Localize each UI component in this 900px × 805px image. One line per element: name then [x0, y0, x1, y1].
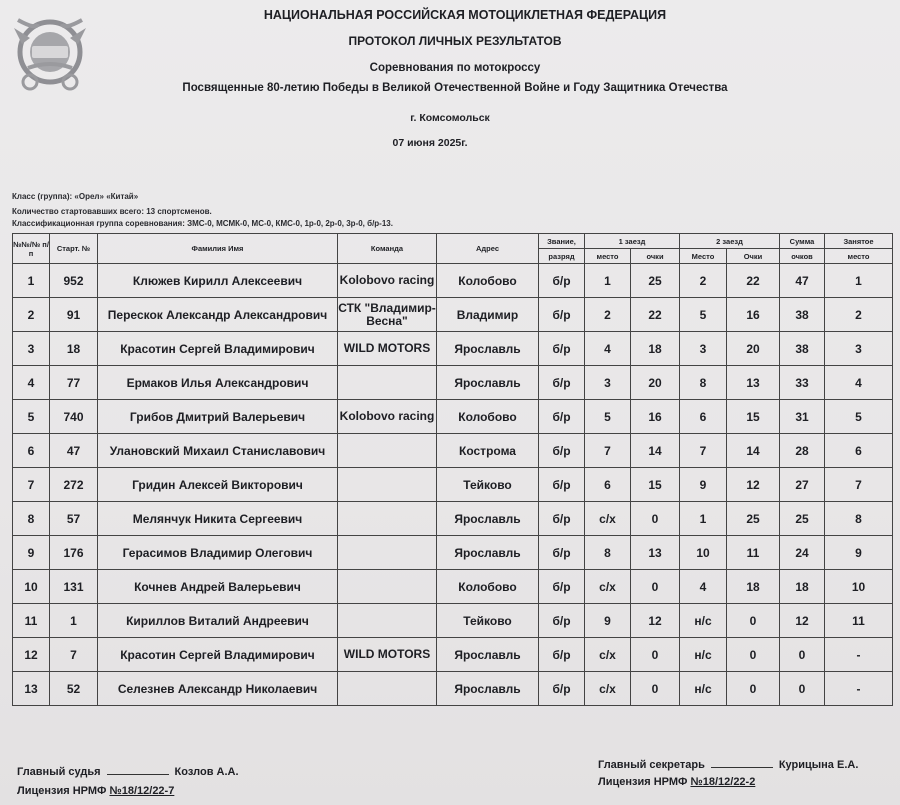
heat2-place: 3 — [680, 332, 727, 366]
start-number: 1 — [50, 604, 98, 638]
table-row — [13, 502, 893, 536]
heat2-place: 5 — [680, 298, 727, 332]
final-place: 6 — [825, 434, 893, 468]
final-place: - — [825, 672, 893, 706]
heat1-points: 13 — [631, 536, 680, 570]
table-row — [13, 570, 893, 604]
address: Колобово — [437, 400, 539, 434]
heat2-points: 0 — [727, 604, 780, 638]
rider-name: Клюжев Кирилл Алексеевич — [98, 264, 338, 298]
address: Ярославль — [437, 536, 539, 570]
table-row — [13, 672, 893, 706]
total-points: 12 — [780, 604, 825, 638]
team-name: WILD MOTORS — [338, 638, 437, 672]
heat2-points: 0 — [727, 638, 780, 672]
rank: б/р — [539, 570, 585, 604]
chief-judge-license — [17, 785, 174, 797]
final-place: 2 — [825, 298, 893, 332]
heat2-points: 18 — [727, 570, 780, 604]
col-address: Адрес — [437, 234, 539, 264]
col-points2: Очки — [727, 249, 780, 264]
col-rank-bottom: разряд — [539, 249, 585, 264]
heat2-place: 10 — [680, 536, 727, 570]
final-place: 3 — [825, 332, 893, 366]
total-points: 31 — [780, 400, 825, 434]
team-name: WILD MOTORS — [338, 332, 437, 366]
total-points: 47 — [780, 264, 825, 298]
start-number: 176 — [50, 536, 98, 570]
total-points: 18 — [780, 570, 825, 604]
total-points: 38 — [780, 332, 825, 366]
date: 07 июня 2025г. — [392, 137, 468, 149]
table-row — [13, 434, 893, 468]
rider-name: Герасимов Владимир Олегович — [98, 536, 338, 570]
heat2-points: 25 — [727, 502, 780, 536]
rider-name: Селезнев Александр Николаевич — [98, 672, 338, 706]
start-number: 91 — [50, 298, 98, 332]
heat1-place: 3 — [585, 366, 631, 400]
rank: б/р — [539, 638, 585, 672]
col-no: №№/№ п/п — [13, 234, 50, 264]
rank: б/р — [539, 536, 585, 570]
table-row — [13, 604, 893, 638]
row-number: 7 — [13, 468, 50, 502]
col-place1: место — [585, 249, 631, 264]
col-points1: очки — [631, 249, 680, 264]
row-number: 5 — [13, 400, 50, 434]
address: Тейково — [437, 604, 539, 638]
total-points: 38 — [780, 298, 825, 332]
heat2-points: 13 — [727, 366, 780, 400]
heat1-points: 15 — [631, 468, 680, 502]
heat2-points: 20 — [727, 332, 780, 366]
col-rank-top: Звание, — [539, 234, 585, 249]
judge-license-number: №18/12/22-7 — [109, 785, 175, 797]
row-number: 12 — [13, 638, 50, 672]
heat1-place: 6 — [585, 468, 631, 502]
rank: б/р — [539, 366, 585, 400]
protocol-title: ПРОТОКОЛ ЛИЧНЫХ РЕЗУЛЬТАТОВ — [348, 34, 562, 48]
chief-judge — [17, 766, 239, 778]
rank: б/р — [539, 604, 585, 638]
team-name — [338, 672, 437, 706]
heat2-points: 15 — [727, 400, 780, 434]
table-row — [13, 332, 893, 366]
federation-title: НАЦИОНАЛЬНАЯ РОССИЙСКАЯ МОТОЦИКЛЕТНАЯ ФЕДЕРАЦИЯ — [263, 8, 667, 22]
table-row — [13, 400, 893, 434]
heat1-place: 2 — [585, 298, 631, 332]
row-number: 4 — [13, 366, 50, 400]
team-name — [338, 434, 437, 468]
heat1-place: 9 — [585, 604, 631, 638]
row-number: 8 — [13, 502, 50, 536]
rank: б/р — [539, 264, 585, 298]
heat2-points: 12 — [727, 468, 780, 502]
start-number: 272 — [50, 468, 98, 502]
address: Кострома — [437, 434, 539, 468]
team-name: Kolobovo racing — [338, 400, 437, 434]
team-name — [338, 604, 437, 638]
heat1-points: 20 — [631, 366, 680, 400]
row-number: 11 — [13, 604, 50, 638]
final-place: 1 — [825, 264, 893, 298]
heat1-place: с/х — [585, 638, 631, 672]
rank: б/р — [539, 434, 585, 468]
rank: б/р — [539, 332, 585, 366]
heat2-points: 11 — [727, 536, 780, 570]
heat2-place: 4 — [680, 570, 727, 604]
rider-name: Кочнев Андрей Валерьевич — [98, 570, 338, 604]
final-place: 9 — [825, 536, 893, 570]
heat1-place: 7 — [585, 434, 631, 468]
address: Владимир — [437, 298, 539, 332]
heat1-points: 22 — [631, 298, 680, 332]
chief-judge-label: Главный судья — [17, 766, 101, 778]
final-place: 7 — [825, 468, 893, 502]
heat2-points: 14 — [727, 434, 780, 468]
heat1-points: 0 — [631, 672, 680, 706]
heat2-place: н/с — [680, 672, 727, 706]
address: Ярославль — [437, 672, 539, 706]
row-number: 13 — [13, 672, 50, 706]
rider-name: Гридин Алексей Викторович — [98, 468, 338, 502]
heat2-place: 1 — [680, 502, 727, 536]
team-name: Kolobovo racing — [338, 264, 437, 298]
rider-name: Красотин Сергей Владимирович — [98, 638, 338, 672]
heat2-points: 22 — [727, 264, 780, 298]
team-name — [338, 468, 437, 502]
address: Ярославль — [437, 502, 539, 536]
start-number: 18 — [50, 332, 98, 366]
col-sum-bottom: очков — [780, 249, 825, 264]
heat2-place: 6 — [680, 400, 727, 434]
row-number: 1 — [13, 264, 50, 298]
total-points: 28 — [780, 434, 825, 468]
heat1-place: 1 — [585, 264, 631, 298]
rider-name: Красотин Сергей Владимирович — [98, 332, 338, 366]
start-number: 131 — [50, 570, 98, 604]
final-place: 4 — [825, 366, 893, 400]
total-points: 33 — [780, 366, 825, 400]
col-final-top: Занятое — [825, 234, 893, 249]
heat1-place: 5 — [585, 400, 631, 434]
competition-title: Соревнования по мотокроссу — [369, 62, 541, 74]
secretary-license-label: Лицензия НРМФ — [598, 776, 688, 788]
col-name: Фамилия Имя — [98, 234, 338, 264]
heat2-place: 8 — [680, 366, 727, 400]
table-row — [13, 264, 893, 298]
row-number: 2 — [13, 298, 50, 332]
col-place2: Место — [680, 249, 727, 264]
final-place: 8 — [825, 502, 893, 536]
chief-secretary-label: Главный секретарь — [598, 759, 705, 771]
city: г. Комсомольск — [410, 112, 490, 124]
heat2-place: н/с — [680, 638, 727, 672]
col-heat2: 2 заезд — [680, 234, 780, 249]
table-row — [13, 366, 893, 400]
team-name — [338, 570, 437, 604]
final-place: - — [825, 638, 893, 672]
total-points: 25 — [780, 502, 825, 536]
heat1-points: 14 — [631, 434, 680, 468]
table-row — [13, 468, 893, 502]
start-number: 57 — [50, 502, 98, 536]
starters-info: Количество стартовавших всего: 13 спортсменов. — [12, 207, 212, 216]
total-points: 24 — [780, 536, 825, 570]
col-sum-top: Сумма — [780, 234, 825, 249]
row-number: 6 — [13, 434, 50, 468]
dedication-title: Посвященные 80-летию Победы в Великой Отечественной Войне и Году Защитника Отечества — [182, 82, 728, 94]
start-number: 77 — [50, 366, 98, 400]
heat1-place: 8 — [585, 536, 631, 570]
team-name: СТК "Владимир-Весна" — [338, 298, 437, 332]
heat1-points: 0 — [631, 638, 680, 672]
heat2-points: 16 — [727, 298, 780, 332]
rank: б/р — [539, 468, 585, 502]
chief-secretary — [598, 759, 858, 771]
address: Тейково — [437, 468, 539, 502]
rank: б/р — [539, 502, 585, 536]
final-place: 5 — [825, 400, 893, 434]
address: Колобово — [437, 570, 539, 604]
final-place: 11 — [825, 604, 893, 638]
col-heat1: 1 заезд — [585, 234, 680, 249]
row-number: 3 — [13, 332, 50, 366]
rider-name: Грибов Дмитрий Валерьевич — [98, 400, 338, 434]
heat2-points: 0 — [727, 672, 780, 706]
rank: б/р — [539, 672, 585, 706]
heat1-points: 18 — [631, 332, 680, 366]
start-number: 952 — [50, 264, 98, 298]
heat1-place: с/х — [585, 672, 631, 706]
total-points: 27 — [780, 468, 825, 502]
heat1-points: 0 — [631, 502, 680, 536]
table-row — [13, 638, 893, 672]
rider-name: Улановский Михаил Станиславович — [98, 434, 338, 468]
rider-name: Ермаков Илья Александрович — [98, 366, 338, 400]
rank: б/р — [539, 400, 585, 434]
heat1-place: с/х — [585, 502, 631, 536]
start-number: 47 — [50, 434, 98, 468]
heat2-place: н/с — [680, 604, 727, 638]
address: Ярославль — [437, 332, 539, 366]
address: Колобово — [437, 264, 539, 298]
judge-license-label: Лицензия НРМФ — [17, 785, 107, 797]
final-place: 10 — [825, 570, 893, 604]
rider-name: Кириллов Виталий Андреевич — [98, 604, 338, 638]
col-team: Команда — [338, 234, 437, 264]
qualification-info: Классификационная группа соревнования: ЗМС-0, МСМК-0, МС-0, КМС-0, 1р-0, 2р-0, 3р-0, б/р-13. — [12, 219, 393, 228]
start-number: 7 — [50, 638, 98, 672]
chief-secretary-license — [598, 776, 755, 788]
chief-judge-name: Козлов А.А. — [174, 766, 239, 778]
table-row — [13, 298, 893, 332]
heat1-points: 0 — [631, 570, 680, 604]
address: Ярославль — [437, 366, 539, 400]
address: Ярославль — [437, 638, 539, 672]
team-name — [338, 502, 437, 536]
team-name — [338, 536, 437, 570]
heat2-place: 2 — [680, 264, 727, 298]
col-start: Старт. № — [50, 234, 98, 264]
heat1-points: 16 — [631, 400, 680, 434]
chief-secretary-name: Курицына Е.А. — [778, 759, 859, 771]
heat2-place: 9 — [680, 468, 727, 502]
heat1-place: с/х — [585, 570, 631, 604]
start-number: 52 — [50, 672, 98, 706]
total-points: 0 — [780, 638, 825, 672]
results-table — [12, 233, 893, 706]
total-points: 0 — [780, 672, 825, 706]
table-row — [13, 536, 893, 570]
heat1-points: 12 — [631, 604, 680, 638]
heat1-points: 25 — [631, 264, 680, 298]
heat1-place: 4 — [585, 332, 631, 366]
start-number: 740 — [50, 400, 98, 434]
col-final-bottom: место — [825, 249, 893, 264]
rank: б/р — [539, 298, 585, 332]
rider-name: Мелянчук Никита Сергеевич — [98, 502, 338, 536]
secretary-license-number: №18/12/22-2 — [690, 776, 756, 788]
heat2-place: 7 — [680, 434, 727, 468]
row-number: 9 — [13, 536, 50, 570]
team-name — [338, 366, 437, 400]
rider-name: Перескок Александр Александрович — [98, 298, 338, 332]
row-number: 10 — [13, 570, 50, 604]
class-info: Класс (группа): «Орел» «Китай» — [12, 192, 139, 201]
